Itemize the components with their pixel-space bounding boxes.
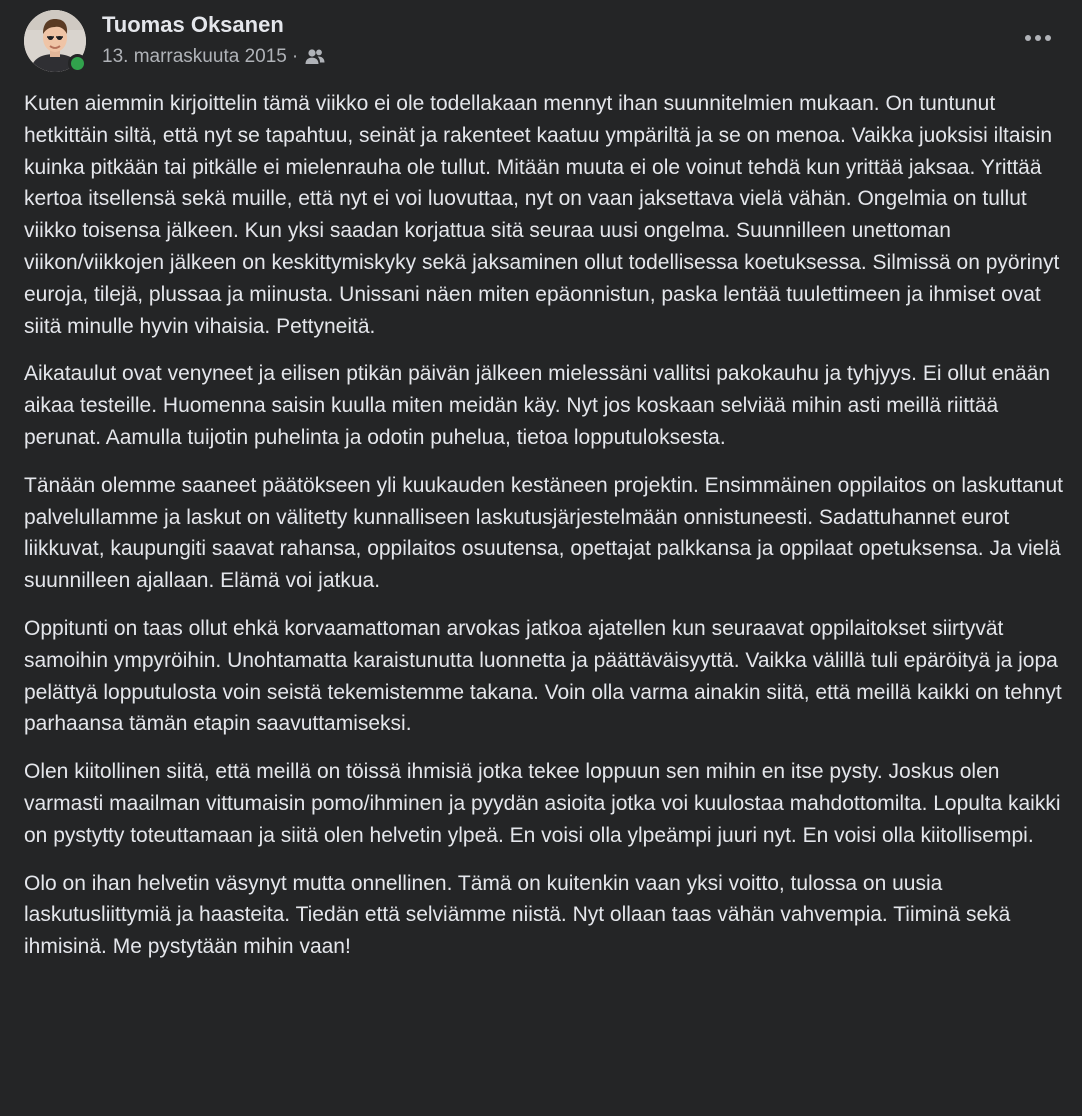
author-name[interactable]: Tuomas Oksanen bbox=[102, 12, 284, 37]
post-meta bbox=[102, 46, 326, 68]
post-paragraph: Aikataulut ovat venyneet ja eilisen ptikän päivän jälkeen mielessäni vallitsi pakokauhu ja tyhjyys. Ei ollut enään aikaa testeille. Huomenna saisin kuulla miten meidän käy. Nyt jos koskaan selviää mihin asti meillä riittää perunat. Aamulla tuijotin puhelinta ja odotin puhelua, tietoa lopputuloksesta. bbox=[24, 362, 1051, 449]
more-options-button[interactable] bbox=[1018, 20, 1058, 56]
friends-icon[interactable] bbox=[304, 48, 326, 66]
meta-separator: · bbox=[291, 46, 299, 67]
more-horizontal-icon bbox=[1025, 35, 1031, 41]
post-paragraph: Olen kiitollinen siitä, että meillä on töissä ihmisiä jotka tekee loppuun sen mihin en itse pysty. Joskus olen varmasti maailman vittumaisin pomo/ihminen ja pyydän asioita jotka voi kuulostaa mahdottomilta. Lopulta kaikki on pystytty toteuttamaan ja siitä olen helvetin ylpeä. En voisi olla ylpeämpi juuri nyt. En voisi olla kiitollisempi. bbox=[24, 760, 1061, 847]
post-paragraph: Oppitunti on taas ollut ehkä korvaamattoman arvokas jatkoa ajatellen kun seuraavat oppilaitokset siirtyvät samoihin ympyröihin. Unohtamatta karaistunutta luonnetta ja päättäväisyyttä. Vaikka välillä tuli epäröityä ja jopa pelättyä lopputulosta voin seistä tekemistemme takana. Voin olla varma ainakin siitä, että meillä kaikki on tehnyt parhaansa tämän etapin saavuttamiseksi. bbox=[24, 616, 1062, 736]
post-date[interactable]: 13. marraskuuta 2015 bbox=[102, 46, 287, 67]
post-header bbox=[24, 8, 1058, 74]
post-paragraph: Kuten aiemmin kirjoittelin tämä viikko ei ole todellakaan mennyt ihan suunnitelmien mukaan. On tuntunut hetkittäin siltä, että nyt se tapahtuu, seinät ja rakenteet kaatuu ympäriltä ja se on menoa. Vaikka juoksisi iltaisin kuinka pitkään tai pitkälle ei mielenrauha ole tullut. Mitään muuta ei ole voinut tehdä kun yrittää jaksaa. Yrittää kertoa itsellensä sekä muille, että nyt ei voi luovuttaa, nyt on vaan jaksettava vielä vähän. Ongelmia on tullut viikko toisensa jälkeen. Kun yksi saadan korjattua sitä seuraa uusi ongelma. Suunnilleen unettoman viikon/viikkojen jälkeen on keskittymiskyky sekä jaksaminen ollut todellisessa koetuksessa. Silmissä on pyörinyt euroja, tilejä, plussaa ja miinusta. Unissani näen miten epäonnistun, paska lentää tuulettimeen ja ihmiset ovat siitä minulle hyvin vihaisia. Pettyneitä. bbox=[24, 92, 1060, 338]
post-body bbox=[24, 88, 1064, 979]
post-paragraph: Tänään olemme saaneet päätökseen yli kuukauden kestäneen projektin. Ensimmäinen oppilaitos on laskuttanut palvelullamme ja laskut on välitetty kunnalliseen laskutusjärjestelmään onnistuneesti. Sadattuhannet eurot liikkuvat, kaupungiti saavat rahansa, oppilaitos osuutensa, opettajat palkkansa ja oppilaat opetuksensa. Ja vielä suunnilleen ajallaan. Elämä voi jatkua. bbox=[24, 473, 1063, 593]
post-paragraph: Olo on ihan helvetin väsynyt mutta onnellinen. Tämä on kuitenkin vaan yksi voitto, tulossa on uusia laskutusliittymiä ja haasteita. Tiedän että selviämme niistä. Nyt ollaan taas vähän vahvempia. Tiiminä sekä ihmisinä. Me pystytään mihin vaan! bbox=[24, 871, 1011, 959]
online-status-indicator bbox=[68, 54, 87, 73]
